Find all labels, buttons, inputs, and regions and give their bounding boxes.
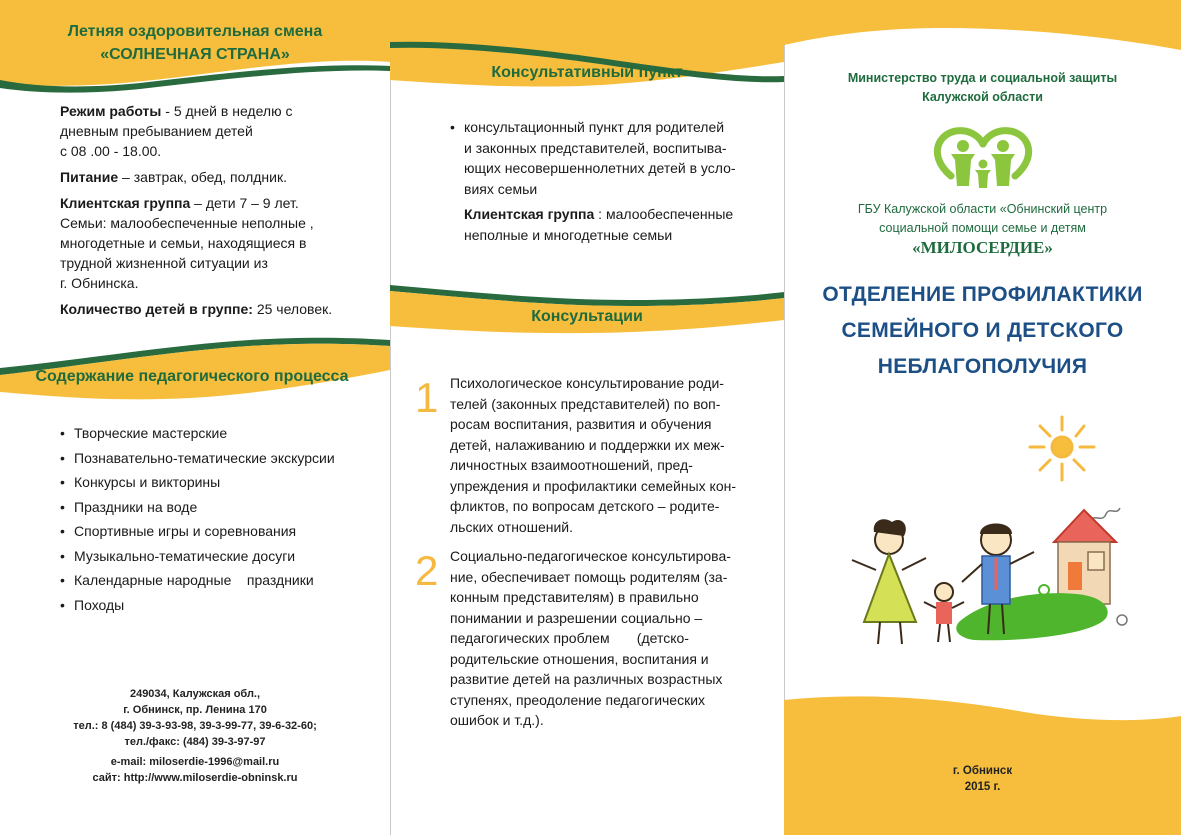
list-item: • Спортивные игры и соревнования (60, 519, 380, 544)
consult-point-body (450, 117, 768, 245)
consultation-item-1: Психологическое консультирование роди- телей (законных представителей) по воп- росам воспитания, развития и обучения детей, налаживанию и поддержки их меж- личностных взаимоотношений, пред- упреждения и профилактики семейных кон- фликтов, по вопросам детского – родите- льских отношений. (450, 375, 737, 535)
child-figure-icon (924, 583, 964, 642)
address-line-1: 249034, Калужская обл., (129, 688, 261, 700)
list-item: • Музыкально-тематические досуги (60, 544, 380, 569)
panel-summer-shift (0, 0, 390, 835)
list-item: • Творческие мастерские (60, 421, 380, 446)
shift-title-line-2: «СОЛНЕЧНАЯ СТРАНА» (100, 46, 290, 63)
list-item: • Конкурсы и викторины (60, 470, 380, 495)
list-item: • Календарные народные праздники (60, 568, 380, 593)
website-link[interactable]: сайт: http://www.miloserdie-obninsk.ru (92, 772, 298, 784)
shift-info (60, 101, 380, 325)
department-title: ОТДЕЛЕНИЕ ПРОФИЛАКТИКИ СЕМЕЙНОГО И ДЕТСКОГО НЕБЛАГОПОЛУЧИЯ (822, 283, 1143, 378)
list-item: • Походы (60, 593, 380, 618)
consultation-item-2: Социально-педагогическое консультирова- ние, обеспечивает помощь родителям (за- конным представителям) в правильно понимании и разрешении социально – педагогических проблем (детско- родительские отношения, воспитания и развитие детей на различных возрастных ступенях, преодоление педагогических ошибок и т.д.). (450, 548, 731, 728)
sun-icon (1030, 417, 1094, 480)
children-count: Количество детей в группе: 25 человек. (60, 301, 333, 317)
house-icon (1054, 510, 1116, 604)
city-label: г. Обнинск (952, 765, 1013, 777)
consult-point-list (450, 117, 768, 199)
publication-info (784, 763, 1181, 795)
list-item: • Праздники на воде (60, 495, 380, 520)
item-number-2: 2 (415, 547, 439, 594)
activities-list (60, 421, 380, 617)
list-item: • Познавательно-тематические экскурсии (60, 446, 380, 471)
address-line-2: г. Обнинск, пр. Ленина 170 (123, 704, 267, 716)
contact-info (0, 686, 390, 786)
grass-icon (956, 593, 1107, 640)
family-house-sun-drawing-icon (844, 412, 1154, 647)
consult-client-group: Клиентская группа : малообеспеченные неполные и многодетные семьи (464, 206, 734, 243)
fax-number: тел./факс: (484) 39-3-97-97 (124, 736, 266, 748)
shift-title (0, 20, 390, 66)
year-label: 2015 г. (964, 781, 1001, 793)
list-item: • консультационный пункт для родителей и законных представителей, воспитыва- ющих несовершеннолетних детей в усло- виях семьи (450, 117, 768, 199)
consultations-title: Консультации (531, 308, 643, 325)
organization-info: ГБУ Калужской области «Обнинский центр социальной помощи семье и детям (857, 202, 1108, 235)
phone-numbers: тел.: 8 (484) 39-3-93-98, 39-3-99-77, 39-6-32-60; (73, 720, 317, 732)
client-group-info: Клиентская группа – дети 7 – 9 лет. Семьи: малообеспеченные неполные , многодетные и семьи, находящиеся в трудной жизненной ситуации из г. Обнинска. (60, 195, 314, 291)
email-link[interactable]: e-mail: miloserdie-1996@mail.ru (110, 756, 280, 768)
mother-figure-icon (852, 519, 926, 644)
item-number-1: 1 (415, 374, 439, 421)
work-mode: Режим работы - 5 дней в неделю с дневным пребыванием детей с 08 .00 - 18.00. (60, 103, 293, 159)
family-heart-logo-icon (929, 124, 1037, 192)
organization-name: «МИЛОСЕРДИЕ» (912, 238, 1053, 257)
ministry-name: Министерство труда и социальной защиты Калужской области (847, 71, 1118, 104)
panel-cover (784, 0, 1181, 835)
food-info: Питание – завтрак, обед, полдник. (60, 169, 287, 185)
panel-consultations (390, 0, 784, 835)
top-yellow-band (784, 0, 1181, 50)
shift-title-line-1: Летняя оздоровительная смена (67, 23, 323, 40)
pedagogical-content-title: Содержание педагогического процесса (35, 368, 349, 385)
consult-point-title: Консультативный пункт (491, 64, 683, 81)
